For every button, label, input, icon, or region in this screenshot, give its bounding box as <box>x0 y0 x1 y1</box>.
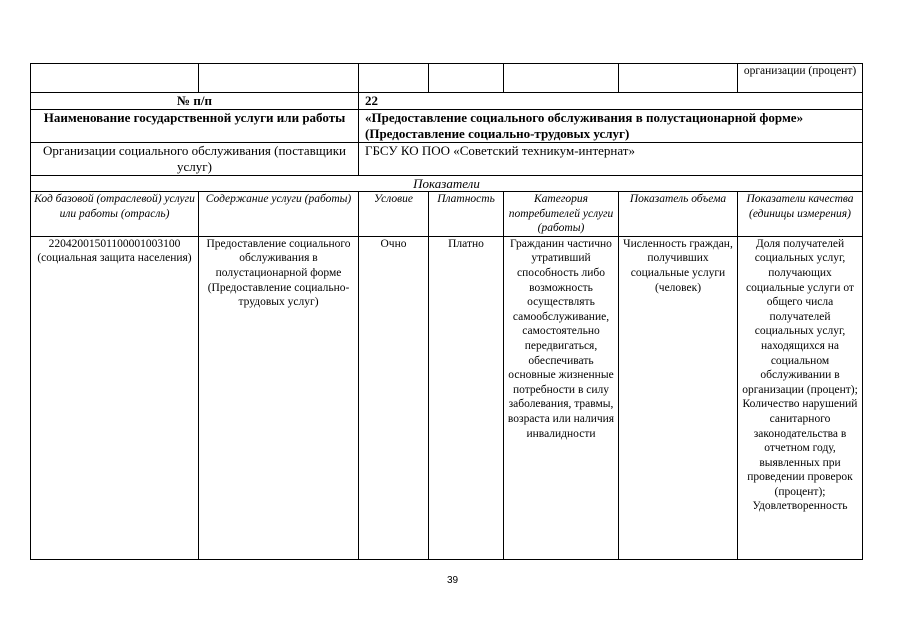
number-value: 22 <box>359 93 863 110</box>
table-row <box>31 236 863 559</box>
empty-cell <box>31 64 199 93</box>
empty-cell <box>199 64 359 93</box>
volume-indicator-cell: Численность граждан, получивших социальные услуги (человек) <box>619 236 738 559</box>
service-name-row <box>31 110 863 143</box>
column-header: Содержание услуги (работы) <box>199 192 359 237</box>
empty-cell <box>619 64 738 93</box>
document-page <box>30 63 862 560</box>
number-row <box>31 93 863 110</box>
column-header: Показатель объема <box>619 192 738 237</box>
organization-value: ГБСУ КО ПОО «Советский техникум-интернат» <box>359 143 863 176</box>
service-name-value: «Предоставление социального обслуживания в полустационарной форме» (Предоставление социально-трудовых услуг) <box>359 110 863 143</box>
number-label: № п/п <box>31 93 359 110</box>
continuation-row <box>31 64 863 93</box>
column-header-row <box>31 192 863 237</box>
page-number: 39 <box>446 575 459 586</box>
empty-cell <box>504 64 619 93</box>
service-name-label: Наименование государственной услуги или работы <box>31 110 359 143</box>
consumer-category-cell: Гражданин частично утративший способность либо возможность осуществлять самообслуживание, самостоятельно передвигаться, обеспечивать основные жизненные потребности в силу заболевания, травмы, возраста или наличия инвалидности <box>504 236 619 559</box>
organization-label: Организации социального обслуживания (поставщики услуг) <box>31 143 359 176</box>
empty-cell <box>429 64 504 93</box>
service-table <box>30 63 863 560</box>
quality-indicator-cell: Доля получателей социальных услуг, получающих социальные услуги от общего числа получателей социальных услуг, находящихся на социальном обслуживании в организации (процент); Количество нарушений санитарного законодательства в отчетном году, выявленных при проведении проверок (процент); Удовлетворенность <box>738 236 863 559</box>
column-header: Показатели качества (единицы измерения) <box>738 192 863 237</box>
organization-row <box>31 143 863 176</box>
service-code-cell: 22042001501100001003100 (социальная защита населения) <box>31 236 199 559</box>
service-content-cell: Предоставление социального обслуживания в полустационарной форме (Предоставление социально-трудовых услуг) <box>199 236 359 559</box>
indicators-title-row <box>31 176 863 192</box>
indicators-title: Показатели <box>31 176 863 192</box>
column-header: Код базовой (отраслевой) услуги или работы (отрасль) <box>31 192 199 237</box>
column-header: Категория потребителей услуги (работы) <box>504 192 619 237</box>
continued-quality-cell: организации (процент) <box>738 64 863 93</box>
column-header: Платность <box>429 192 504 237</box>
empty-cell <box>359 64 429 93</box>
column-header: Условие <box>359 192 429 237</box>
payment-cell: Платно <box>429 236 504 559</box>
condition-cell: Очно <box>359 236 429 559</box>
